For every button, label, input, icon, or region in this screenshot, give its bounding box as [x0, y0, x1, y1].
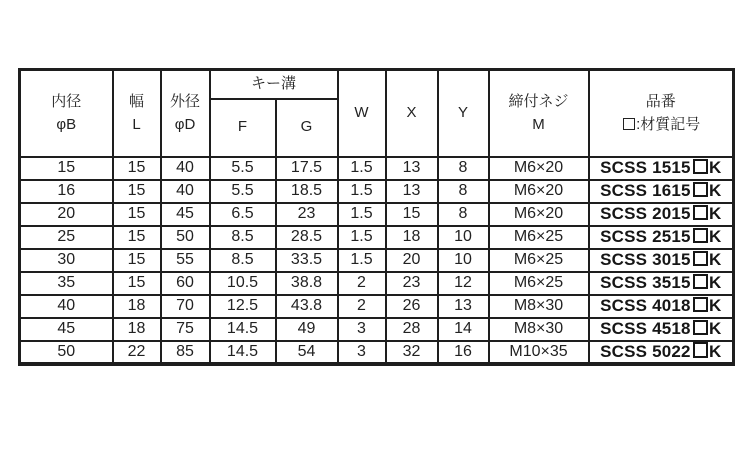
cell-width-l: 18: [113, 318, 161, 341]
col-header-inner-diameter: [20, 70, 113, 157]
cell-keyway-f: 8.5: [210, 249, 276, 272]
header-line: 締付ネジ: [508, 93, 569, 110]
cell-x: 13: [386, 180, 438, 203]
table-row: [20, 203, 734, 226]
cell-inner-dia: 16: [20, 180, 113, 203]
cell-keyway-g: 43.8: [276, 295, 338, 318]
col-header-key-groove: キー溝: [210, 70, 338, 99]
cell-keyway-f: 5.5: [210, 157, 276, 180]
material-code-box: [693, 320, 708, 335]
cell-screw-m: M6×20: [489, 180, 589, 203]
header-line: 外径: [169, 93, 200, 110]
cell-inner-dia: 30: [20, 249, 113, 272]
cell-keyway-f: 10.5: [210, 272, 276, 295]
table-row: [20, 295, 734, 318]
cell-outer-dia: 40: [161, 180, 210, 203]
cell-inner-dia: 20: [20, 203, 113, 226]
cell-y: 8: [438, 180, 489, 203]
cell-w: 1.5: [338, 249, 386, 272]
cell-y: 10: [438, 249, 489, 272]
col-header-y: Y: [438, 70, 489, 157]
cell-w: 1.5: [338, 226, 386, 249]
header-line: :材質記号: [590, 113, 733, 136]
cell-inner-dia: 15: [20, 157, 113, 180]
cell-keyway-f: 12.5: [210, 295, 276, 318]
material-code-box: [693, 182, 708, 197]
table-row: [20, 157, 734, 180]
cell-width-l: 18: [113, 295, 161, 318]
header-line: 内径: [51, 93, 82, 110]
cell-y: 13: [438, 295, 489, 318]
cell-part-no: SCSS 2515 K: [589, 226, 734, 249]
cell-inner-dia: 35: [20, 272, 113, 295]
cell-part-no: SCSS 1515 K: [589, 157, 734, 180]
cell-keyway-g: 23: [276, 203, 338, 226]
cell-outer-dia: 50: [161, 226, 210, 249]
material-code-box: [693, 159, 708, 174]
cell-screw-m: M6×20: [489, 157, 589, 180]
cell-keyway-g: 18.5: [276, 180, 338, 203]
cell-width-l: 15: [113, 203, 161, 226]
cell-width-l: 15: [113, 180, 161, 203]
cell-screw-m: M10×35: [489, 341, 589, 364]
cell-x: 26: [386, 295, 438, 318]
col-header-clamp-screw: [489, 70, 589, 157]
cell-outer-dia: 75: [161, 318, 210, 341]
cell-outer-dia: 60: [161, 272, 210, 295]
cell-part-no: SCSS 4018 K: [589, 295, 734, 318]
cell-outer-dia: 70: [161, 295, 210, 318]
cell-inner-dia: 50: [20, 341, 113, 364]
cell-inner-dia: 45: [20, 318, 113, 341]
table-row: [20, 272, 734, 295]
cell-keyway-g: 28.5: [276, 226, 338, 249]
cell-x: 23: [386, 272, 438, 295]
cell-screw-m: M6×25: [489, 226, 589, 249]
cell-part-no: SCSS 4518 K: [589, 318, 734, 341]
cell-y: 8: [438, 203, 489, 226]
cell-x: 13: [386, 157, 438, 180]
cell-x: 32: [386, 341, 438, 364]
cell-w: 2: [338, 295, 386, 318]
material-code-box: [623, 118, 635, 130]
cell-keyway-f: 8.5: [210, 226, 276, 249]
material-code-box: [693, 274, 708, 289]
cell-width-l: 15: [113, 272, 161, 295]
cell-w: 1.5: [338, 157, 386, 180]
cell-outer-dia: 45: [161, 203, 210, 226]
col-header-part-number: [589, 70, 734, 157]
cell-y: 12: [438, 272, 489, 295]
cell-inner-dia: 40: [20, 295, 113, 318]
cell-keyway-f: 5.5: [210, 180, 276, 203]
cell-x: 20: [386, 249, 438, 272]
table-body: [20, 157, 734, 364]
header-line: 幅: [128, 93, 144, 110]
cell-y: 16: [438, 341, 489, 364]
col-header-x: X: [386, 70, 438, 157]
cell-part-no: SCSS 3515 K: [589, 272, 734, 295]
cell-width-l: 22: [113, 341, 161, 364]
cell-y: 10: [438, 226, 489, 249]
cell-w: 2: [338, 272, 386, 295]
cell-screw-m: M8×30: [489, 318, 589, 341]
cell-keyway-g: 49: [276, 318, 338, 341]
cell-part-no: SCSS 5022 K: [589, 341, 734, 364]
material-code-box: [693, 297, 708, 312]
material-code-box: [693, 205, 708, 220]
table-row: [20, 180, 734, 203]
cell-width-l: 15: [113, 226, 161, 249]
cell-screw-m: M8×30: [489, 295, 589, 318]
cell-x: 15: [386, 203, 438, 226]
material-code-box: [693, 342, 708, 357]
cell-part-no: SCSS 3015 K: [589, 249, 734, 272]
header-line: φD: [174, 116, 196, 134]
cell-part-no: SCSS 1615 K: [589, 180, 734, 203]
cell-w: 3: [338, 318, 386, 341]
cell-keyway-g: 17.5: [276, 157, 338, 180]
cell-screw-m: M6×20: [489, 203, 589, 226]
material-code-box: [693, 228, 708, 243]
cell-keyway-f: 6.5: [210, 203, 276, 226]
cell-outer-dia: 55: [161, 249, 210, 272]
cell-part-no: SCSS 2015 K: [589, 203, 734, 226]
table-row: [20, 249, 734, 272]
header-line: φB: [56, 116, 77, 134]
col-header-width: [113, 70, 161, 157]
cell-screw-m: M6×25: [489, 272, 589, 295]
cell-keyway-f: 14.5: [210, 341, 276, 364]
cell-keyway-g: 33.5: [276, 249, 338, 272]
cell-x: 18: [386, 226, 438, 249]
table-header: [20, 70, 734, 157]
col-header-w: W: [338, 70, 386, 157]
header-line: M: [532, 116, 545, 134]
cell-outer-dia: 40: [161, 157, 210, 180]
spec-table: [18, 68, 735, 366]
cell-width-l: 15: [113, 157, 161, 180]
cell-y: 8: [438, 157, 489, 180]
cell-keyway-g: 54: [276, 341, 338, 364]
col-header-keyway-g: G: [276, 99, 338, 157]
col-header-keyway-f: F: [210, 99, 276, 157]
header-line: 品番: [645, 93, 676, 110]
cell-keyway-f: 14.5: [210, 318, 276, 341]
cell-outer-dia: 85: [161, 341, 210, 364]
cell-w: 1.5: [338, 203, 386, 226]
material-code-box: [693, 251, 708, 266]
cell-keyway-g: 38.8: [276, 272, 338, 295]
cell-y: 14: [438, 318, 489, 341]
cell-x: 28: [386, 318, 438, 341]
cell-w: 3: [338, 341, 386, 364]
col-header-outer-diameter: [161, 70, 210, 157]
table-row: [20, 226, 734, 249]
table-row: [20, 341, 734, 364]
table-row: [20, 318, 734, 341]
header-line: L: [132, 116, 141, 134]
cell-width-l: 15: [113, 249, 161, 272]
cell-inner-dia: 25: [20, 226, 113, 249]
cell-screw-m: M6×25: [489, 249, 589, 272]
cell-w: 1.5: [338, 180, 386, 203]
